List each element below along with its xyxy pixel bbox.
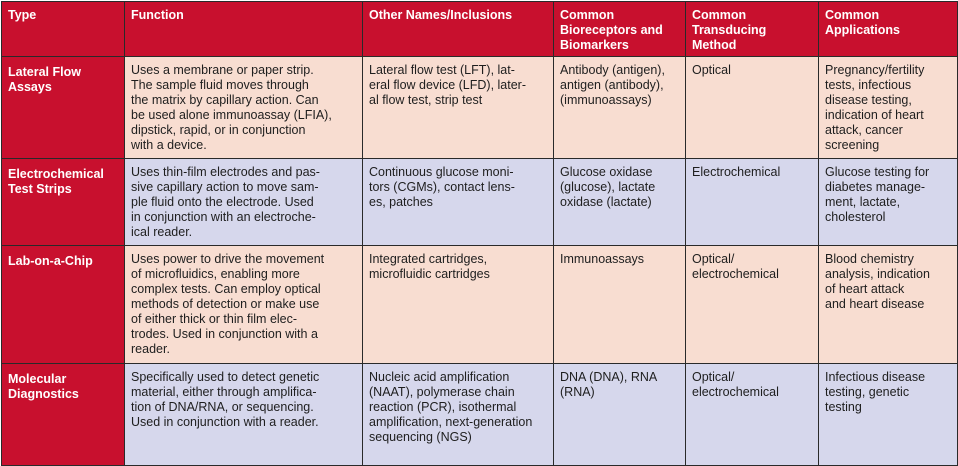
header-applications: Common Applications xyxy=(819,2,958,57)
row-applications: Infectious disease testing, genetic testing xyxy=(819,364,958,466)
row-bioreceptors: Glucose oxidase (glucose), lactate oxidase (lactate) xyxy=(554,159,686,246)
header-function: Function xyxy=(125,2,363,57)
row-other-names: Continuous glucose moni- tors (CGMs), contact lens- es, patches xyxy=(363,159,554,246)
row-transducing-method: Optical/ electrochemical xyxy=(686,246,819,364)
row-applications: Blood chemistry analysis, indication of heart attack and heart disease xyxy=(819,246,958,364)
header-type: Type xyxy=(2,2,125,57)
row-type-label: Electrochemical Test Strips xyxy=(2,159,125,246)
table-row xyxy=(2,364,958,466)
row-function: Uses power to drive the movement of microfluidics, enabling more complex tests. Can employ optical methods of detection or make use of either thick or thin film elec- trodes. Used in conjunction with a reader. xyxy=(125,246,363,364)
diagnostics-comparison-table xyxy=(1,1,958,466)
row-type-label: Lab-on-a-Chip xyxy=(2,246,125,364)
row-function: Uses thin-film electrodes and pas- sive capillary action to move sam- ple fluid onto the electrode. Used in conjunction with an electroche- ical reader. xyxy=(125,159,363,246)
table-row xyxy=(2,246,958,364)
header-bioreceptors: Common Bioreceptors and Biomarkers xyxy=(554,2,686,57)
row-other-names: Nucleic acid amplification (NAAT), polymerase chain reaction (PCR), isothermal amplification, next-generation sequencing (NGS) xyxy=(363,364,554,466)
header-other-names: Other Names/Inclusions xyxy=(363,2,554,57)
row-transducing-method: Optical xyxy=(686,57,819,159)
row-type-label: Molecular Diagnostics xyxy=(2,364,125,466)
header-transducing-method: Common Transducing Method xyxy=(686,2,819,57)
table-row xyxy=(2,57,958,159)
row-function: Uses a membrane or paper strip. The sample fluid moves through the matrix by capillary action. Can be used alone immunoassay (LFIA), dipstick, rapid, or in conjunction with a device. xyxy=(125,57,363,159)
row-applications: Pregnancy/fertility tests, infectious disease testing, indication of heart attack, cancer screening xyxy=(819,57,958,159)
diagnostics-comparison-table-wrapper xyxy=(1,1,957,463)
row-applications: Glucose testing for diabetes manage- ment, lactate, cholesterol xyxy=(819,159,958,246)
row-other-names: Integrated cartridges, microfluidic cartridges xyxy=(363,246,554,364)
row-transducing-method: Electrochemical xyxy=(686,159,819,246)
row-type-label: Lateral Flow Assays xyxy=(2,57,125,159)
table-row xyxy=(2,159,958,246)
row-other-names: Lateral flow test (LFT), lat- eral flow device (LFD), later- al flow test, strip test xyxy=(363,57,554,159)
row-transducing-method: Optical/ electrochemical xyxy=(686,364,819,466)
row-bioreceptors: Antibody (antigen), antigen (antibody), (immunoassays) xyxy=(554,57,686,159)
header-row xyxy=(2,2,958,57)
row-function: Specifically used to detect genetic material, either through amplifica- tion of DNA/RNA, or sequencing. Used in conjunction with a reader. xyxy=(125,364,363,466)
row-bioreceptors: DNA (DNA), RNA (RNA) xyxy=(554,364,686,466)
row-bioreceptors: Immunoassays xyxy=(554,246,686,364)
